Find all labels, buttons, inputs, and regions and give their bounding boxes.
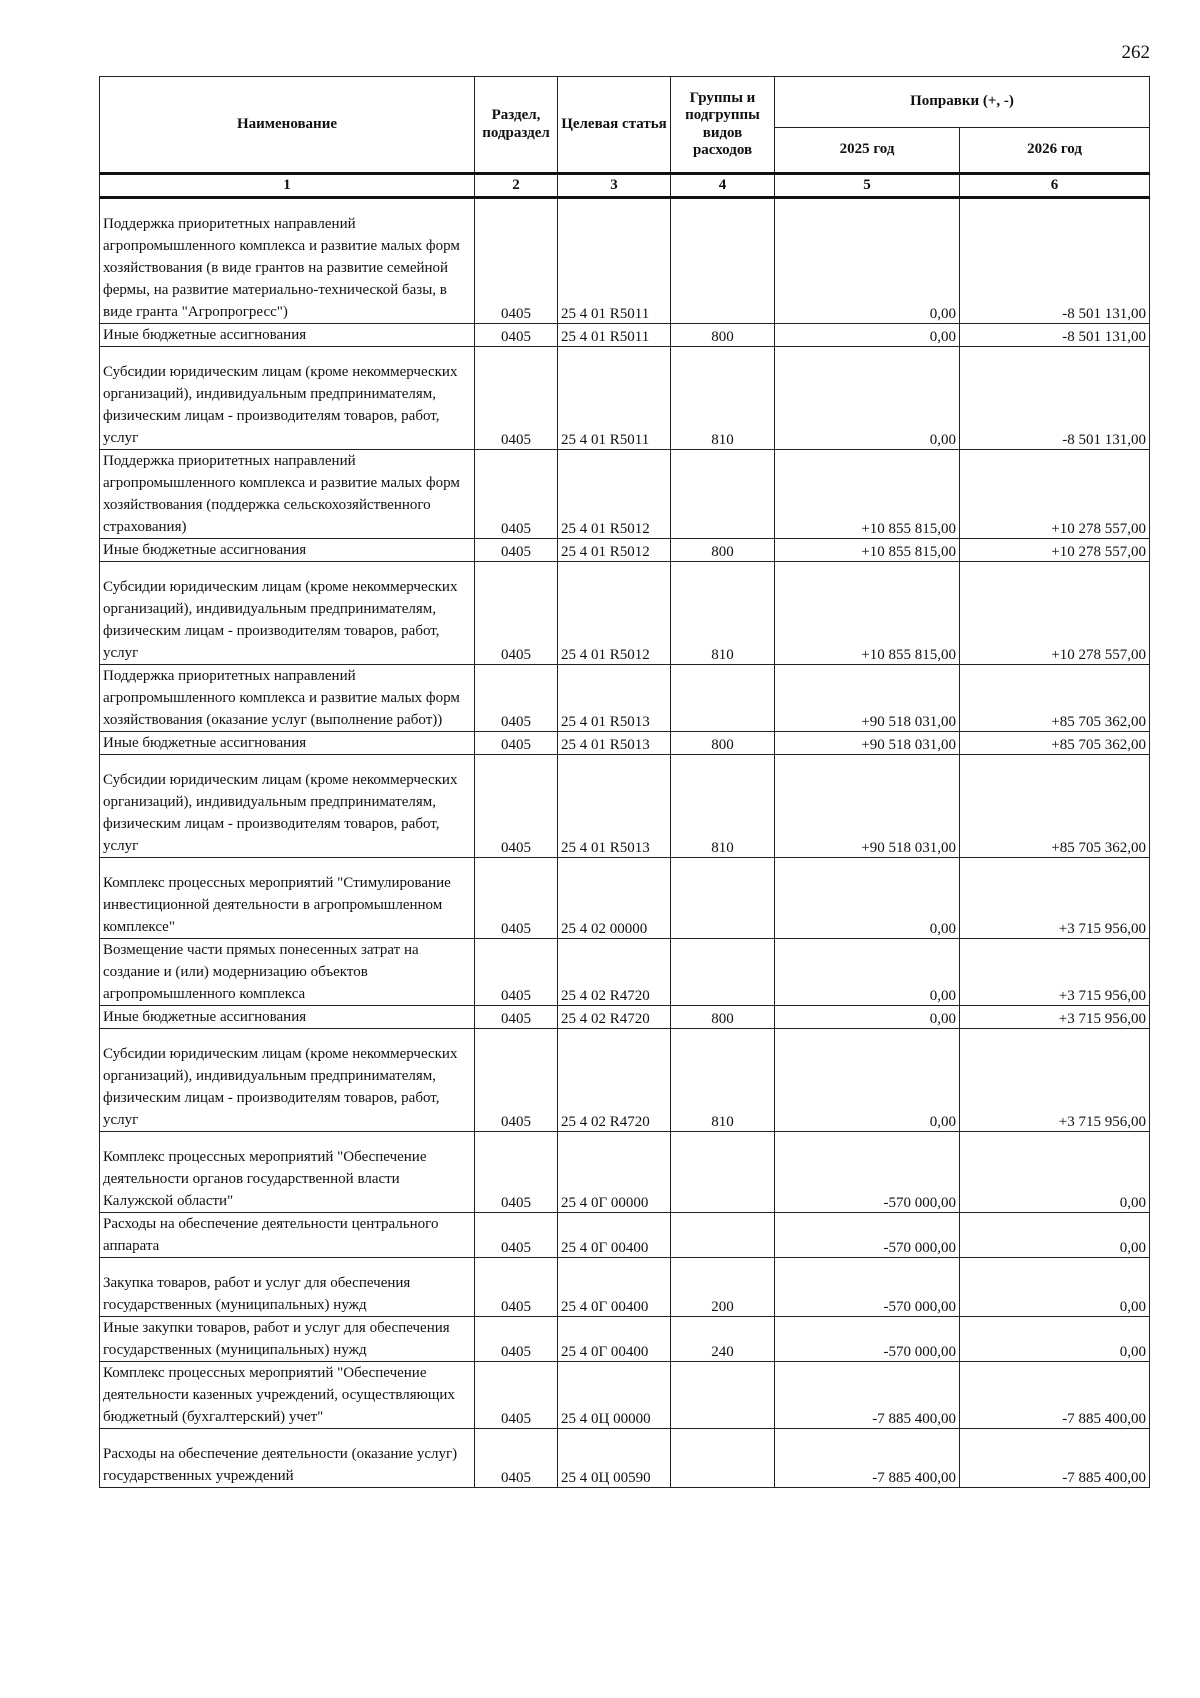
row-section: 0405 [475, 324, 558, 347]
row-name: Комплекс процессных мероприятий "Стимулирование инвестиционной деятельности в агропромышленном комплексе" [100, 872, 475, 939]
row-amount-2026: +10 278 557,00 [960, 539, 1150, 562]
spacer-cell [100, 858, 475, 873]
row-name: Иные закупки товаров, работ и услуг для обеспечения государственных (муниципальных) нужд [100, 1317, 475, 1362]
spacer-cell [558, 347, 671, 362]
row-section: 0405 [475, 1006, 558, 1029]
row-amount-2025: -570 000,00 [775, 1213, 960, 1258]
spacer-cell [960, 858, 1150, 873]
row-group: 800 [671, 732, 775, 755]
row-amount-2026: +3 715 956,00 [960, 939, 1150, 1006]
row-amount-2026: +3 715 956,00 [960, 872, 1150, 939]
row-group: 810 [671, 1043, 775, 1132]
row-name: Субсидии юридическим лицам (кроме некоммерческих организаций), индивидуальным предпринимателям, физическим лицам - производителям товаров, работ, услуг [100, 361, 475, 450]
header-2026: 2026 год [960, 128, 1150, 174]
header-amendments: Поправки (+, -) [775, 77, 1150, 128]
row-name: Возмещение части прямых понесенных затрат на создание и (или) модернизацию объектов агропромышленного комплекса [100, 939, 475, 1006]
spacer-cell [671, 1429, 775, 1444]
spacer-cell [100, 562, 475, 577]
spacer-cell [475, 1132, 558, 1147]
spacer-cell [671, 562, 775, 577]
spacer-cell [558, 1429, 671, 1444]
row-article: 25 4 01 R5012 [558, 576, 671, 665]
row-name: Субсидии юридическим лицам (кроме некоммерческих организаций), индивидуальным предпринимателям, физическим лицам - производителям товаров, работ, услуг [100, 1043, 475, 1132]
spacer-cell [775, 347, 960, 362]
column-number: 1 [100, 174, 475, 198]
spacer-cell [775, 198, 960, 214]
column-number: 3 [558, 174, 671, 198]
spacer-cell [671, 1258, 775, 1273]
column-number: 4 [671, 174, 775, 198]
row-group [671, 939, 775, 1006]
header-2025: 2025 год [775, 128, 960, 174]
row-article: 25 4 0Г 00400 [558, 1317, 671, 1362]
row-section: 0405 [475, 732, 558, 755]
spacer-cell [100, 1132, 475, 1147]
table-row [100, 1006, 1150, 1029]
row-article: 25 4 02 R4720 [558, 1006, 671, 1029]
row-amount-2026: -7 885 400,00 [960, 1362, 1150, 1429]
row-amount-2026: +85 705 362,00 [960, 769, 1150, 858]
row-article: 25 4 0Г 00000 [558, 1146, 671, 1213]
table-row [100, 665, 1150, 732]
row-section: 0405 [475, 1317, 558, 1362]
row-amount-2025: 0,00 [775, 872, 960, 939]
table-row [100, 1043, 1150, 1132]
row-amount-2025: -7 885 400,00 [775, 1443, 960, 1488]
row-article: 25 4 01 R5011 [558, 324, 671, 347]
row-section: 0405 [475, 1146, 558, 1213]
row-article: 25 4 01 R5012 [558, 450, 671, 539]
row-article: 25 4 01 R5011 [558, 361, 671, 450]
row-name: Иные бюджетные ассигнования [100, 324, 475, 347]
spacer-cell [475, 347, 558, 362]
spacer-cell [100, 755, 475, 770]
row-section: 0405 [475, 576, 558, 665]
row-group [671, 872, 775, 939]
spacer-cell [671, 347, 775, 362]
row-article: 25 4 0Г 00400 [558, 1272, 671, 1317]
row-group: 200 [671, 1272, 775, 1317]
row-group: 810 [671, 361, 775, 450]
spacer-cell [960, 1429, 1150, 1444]
header-name: Наименование [100, 77, 475, 174]
row-group: 800 [671, 324, 775, 347]
spacer-cell [775, 1132, 960, 1147]
row-name: Закупка товаров, работ и услуг для обеспечения государственных (муниципальных) нужд [100, 1272, 475, 1317]
row-amount-2026: +10 278 557,00 [960, 576, 1150, 665]
row-section: 0405 [475, 1443, 558, 1488]
spacer-cell [775, 562, 960, 577]
table-row [100, 1362, 1150, 1429]
row-article: 25 4 0Ц 00590 [558, 1443, 671, 1488]
table-row [100, 450, 1150, 539]
row-name: Субсидии юридическим лицам (кроме некоммерческих организаций), индивидуальным предпринимателям, физическим лицам - производителям товаров, работ, услуг [100, 769, 475, 858]
row-amount-2025: -570 000,00 [775, 1272, 960, 1317]
row-amount-2026: +3 715 956,00 [960, 1043, 1150, 1132]
column-number-row [100, 174, 1150, 198]
row-section: 0405 [475, 939, 558, 1006]
spacer-cell [475, 562, 558, 577]
header-section: Раздел, подраздел [475, 77, 558, 174]
spacer-cell [475, 1029, 558, 1044]
table-row [100, 1213, 1150, 1258]
spacer-cell [475, 755, 558, 770]
row-amount-2026: 0,00 [960, 1317, 1150, 1362]
spacer-cell [100, 198, 475, 214]
row-amount-2025: 0,00 [775, 1006, 960, 1029]
row-article: 25 4 01 R5012 [558, 539, 671, 562]
spacer-cell [671, 858, 775, 873]
row-amount-2026: -8 501 131,00 [960, 213, 1150, 324]
row-amount-2026: -8 501 131,00 [960, 361, 1150, 450]
spacer-row [100, 1258, 1150, 1273]
row-article: 25 4 01 R5013 [558, 665, 671, 732]
row-amount-2025: +10 855 815,00 [775, 450, 960, 539]
spacer-cell [775, 858, 960, 873]
spacer-row [100, 562, 1150, 577]
row-amount-2025: +90 518 031,00 [775, 732, 960, 755]
table-row [100, 872, 1150, 939]
table-row [100, 361, 1150, 450]
row-amount-2025: 0,00 [775, 324, 960, 347]
spacer-cell [558, 198, 671, 214]
spacer-cell [960, 562, 1150, 577]
spacer-cell [475, 858, 558, 873]
spacer-cell [558, 1258, 671, 1273]
row-group [671, 665, 775, 732]
spacer-cell [100, 1029, 475, 1044]
spacer-row [100, 858, 1150, 873]
table-row [100, 1146, 1150, 1213]
row-section: 0405 [475, 872, 558, 939]
row-section: 0405 [475, 539, 558, 562]
row-amount-2026: -7 885 400,00 [960, 1443, 1150, 1488]
row-name: Расходы на обеспечение деятельности центрального аппарата [100, 1213, 475, 1258]
row-name: Комплекс процессных мероприятий "Обеспечение деятельности органов государственной власти Калужской области" [100, 1146, 475, 1213]
spacer-row [100, 1429, 1150, 1444]
row-group [671, 1146, 775, 1213]
row-article: 25 4 01 R5013 [558, 732, 671, 755]
spacer-cell [558, 1029, 671, 1044]
row-amount-2025: 0,00 [775, 1043, 960, 1132]
row-group [671, 213, 775, 324]
row-amount-2026: +10 278 557,00 [960, 450, 1150, 539]
row-amount-2025: -570 000,00 [775, 1146, 960, 1213]
page-number: 262 [1121, 42, 1150, 63]
table-row [100, 324, 1150, 347]
row-amount-2025: +90 518 031,00 [775, 665, 960, 732]
row-name: Комплекс процессных мероприятий "Обеспечение деятельности казенных учреждений, осуществляющих бюджетный (бухгалтерский) учет" [100, 1362, 475, 1429]
table-row [100, 576, 1150, 665]
row-amount-2025: -7 885 400,00 [775, 1362, 960, 1429]
row-name: Иные бюджетные ассигнования [100, 539, 475, 562]
row-section: 0405 [475, 665, 558, 732]
row-section: 0405 [475, 213, 558, 324]
spacer-cell [671, 198, 775, 214]
row-name: Иные бюджетные ассигнования [100, 732, 475, 755]
row-amount-2025: +10 855 815,00 [775, 539, 960, 562]
row-article: 25 4 01 R5011 [558, 213, 671, 324]
spacer-cell [671, 1132, 775, 1147]
row-section: 0405 [475, 361, 558, 450]
spacer-cell [475, 198, 558, 214]
spacer-row [100, 347, 1150, 362]
row-name: Поддержка приоритетных направлений агропромышленного комплекса и развитие малых форм хозяйствования (поддержка сельскохозяйственного страхования) [100, 450, 475, 539]
row-amount-2026: 0,00 [960, 1213, 1150, 1258]
spacer-cell [475, 1429, 558, 1444]
spacer-row [100, 1132, 1150, 1147]
table-row [100, 1272, 1150, 1317]
row-group: 800 [671, 539, 775, 562]
row-section: 0405 [475, 1213, 558, 1258]
row-name: Расходы на обеспечение деятельности (оказание услуг) государственных учреждений [100, 1443, 475, 1488]
row-section: 0405 [475, 1043, 558, 1132]
header-groups: Группы и подгруппы видов расходов [671, 77, 775, 174]
row-group: 810 [671, 576, 775, 665]
row-amount-2025: +10 855 815,00 [775, 576, 960, 665]
row-name: Иные бюджетные ассигнования [100, 1006, 475, 1029]
row-group: 810 [671, 769, 775, 858]
row-amount-2026: 0,00 [960, 1146, 1150, 1213]
column-number: 5 [775, 174, 960, 198]
spacer-cell [558, 1132, 671, 1147]
spacer-cell [960, 1258, 1150, 1273]
row-amount-2026: 0,00 [960, 1272, 1150, 1317]
row-name: Поддержка приоритетных направлений агропромышленного комплекса и развитие малых форм хозяйствования (в виде грантов на развитие семейной фермы, на развитие материально-технической базы, в виде гранта "Агропрогресс") [100, 213, 475, 324]
table-row [100, 213, 1150, 324]
row-article: 25 4 02 00000 [558, 872, 671, 939]
table-row [100, 769, 1150, 858]
table-row [100, 539, 1150, 562]
spacer-cell [775, 755, 960, 770]
row-section: 0405 [475, 769, 558, 858]
row-name: Субсидии юридическим лицам (кроме некоммерческих организаций), индивидуальным предпринимателям, физическим лицам - производителям товаров, работ, услуг [100, 576, 475, 665]
spacer-row [100, 198, 1150, 214]
spacer-cell [100, 347, 475, 362]
row-section: 0405 [475, 450, 558, 539]
row-amount-2026: +85 705 362,00 [960, 732, 1150, 755]
row-amount-2025: -570 000,00 [775, 1317, 960, 1362]
row-article: 25 4 02 R4720 [558, 939, 671, 1006]
row-amount-2025: +90 518 031,00 [775, 769, 960, 858]
row-amount-2025: 0,00 [775, 939, 960, 1006]
row-amount-2025: 0,00 [775, 213, 960, 324]
spacer-cell [775, 1429, 960, 1444]
row-group: 240 [671, 1317, 775, 1362]
table-row [100, 1443, 1150, 1488]
spacer-row [100, 755, 1150, 770]
spacer-cell [558, 858, 671, 873]
spacer-cell [960, 755, 1150, 770]
spacer-cell [960, 198, 1150, 214]
row-amount-2026: +85 705 362,00 [960, 665, 1150, 732]
row-article: 25 4 0Ц 00000 [558, 1362, 671, 1429]
row-name: Поддержка приоритетных направлений агропромышленного комплекса и развитие малых форм хозяйствования (оказание услуг (выполнение работ)) [100, 665, 475, 732]
table-row [100, 1317, 1150, 1362]
spacer-cell [960, 1029, 1150, 1044]
column-number: 6 [960, 174, 1150, 198]
row-group [671, 450, 775, 539]
table-body [100, 198, 1150, 1488]
row-group [671, 1213, 775, 1258]
column-number: 2 [475, 174, 558, 198]
budget-amendments-table [99, 76, 1150, 1488]
spacer-cell [558, 755, 671, 770]
row-article: 25 4 0Г 00400 [558, 1213, 671, 1258]
spacer-cell [775, 1029, 960, 1044]
row-amount-2026: +3 715 956,00 [960, 1006, 1150, 1029]
spacer-cell [100, 1258, 475, 1273]
spacer-cell [960, 1132, 1150, 1147]
row-section: 0405 [475, 1362, 558, 1429]
spacer-row [100, 1029, 1150, 1044]
row-group [671, 1443, 775, 1488]
row-article: 25 4 02 R4720 [558, 1043, 671, 1132]
row-amount-2026: -8 501 131,00 [960, 324, 1150, 347]
spacer-cell [775, 1258, 960, 1273]
table-row [100, 732, 1150, 755]
row-amount-2025: 0,00 [775, 361, 960, 450]
spacer-cell [671, 1029, 775, 1044]
spacer-cell [671, 755, 775, 770]
spacer-cell [100, 1429, 475, 1444]
row-article: 25 4 01 R5013 [558, 769, 671, 858]
row-section: 0405 [475, 1272, 558, 1317]
table-row [100, 939, 1150, 1006]
spacer-cell [960, 347, 1150, 362]
row-group [671, 1362, 775, 1429]
spacer-cell [475, 1258, 558, 1273]
row-group: 800 [671, 1006, 775, 1029]
header-article: Целевая статья [558, 77, 671, 174]
spacer-cell [558, 562, 671, 577]
